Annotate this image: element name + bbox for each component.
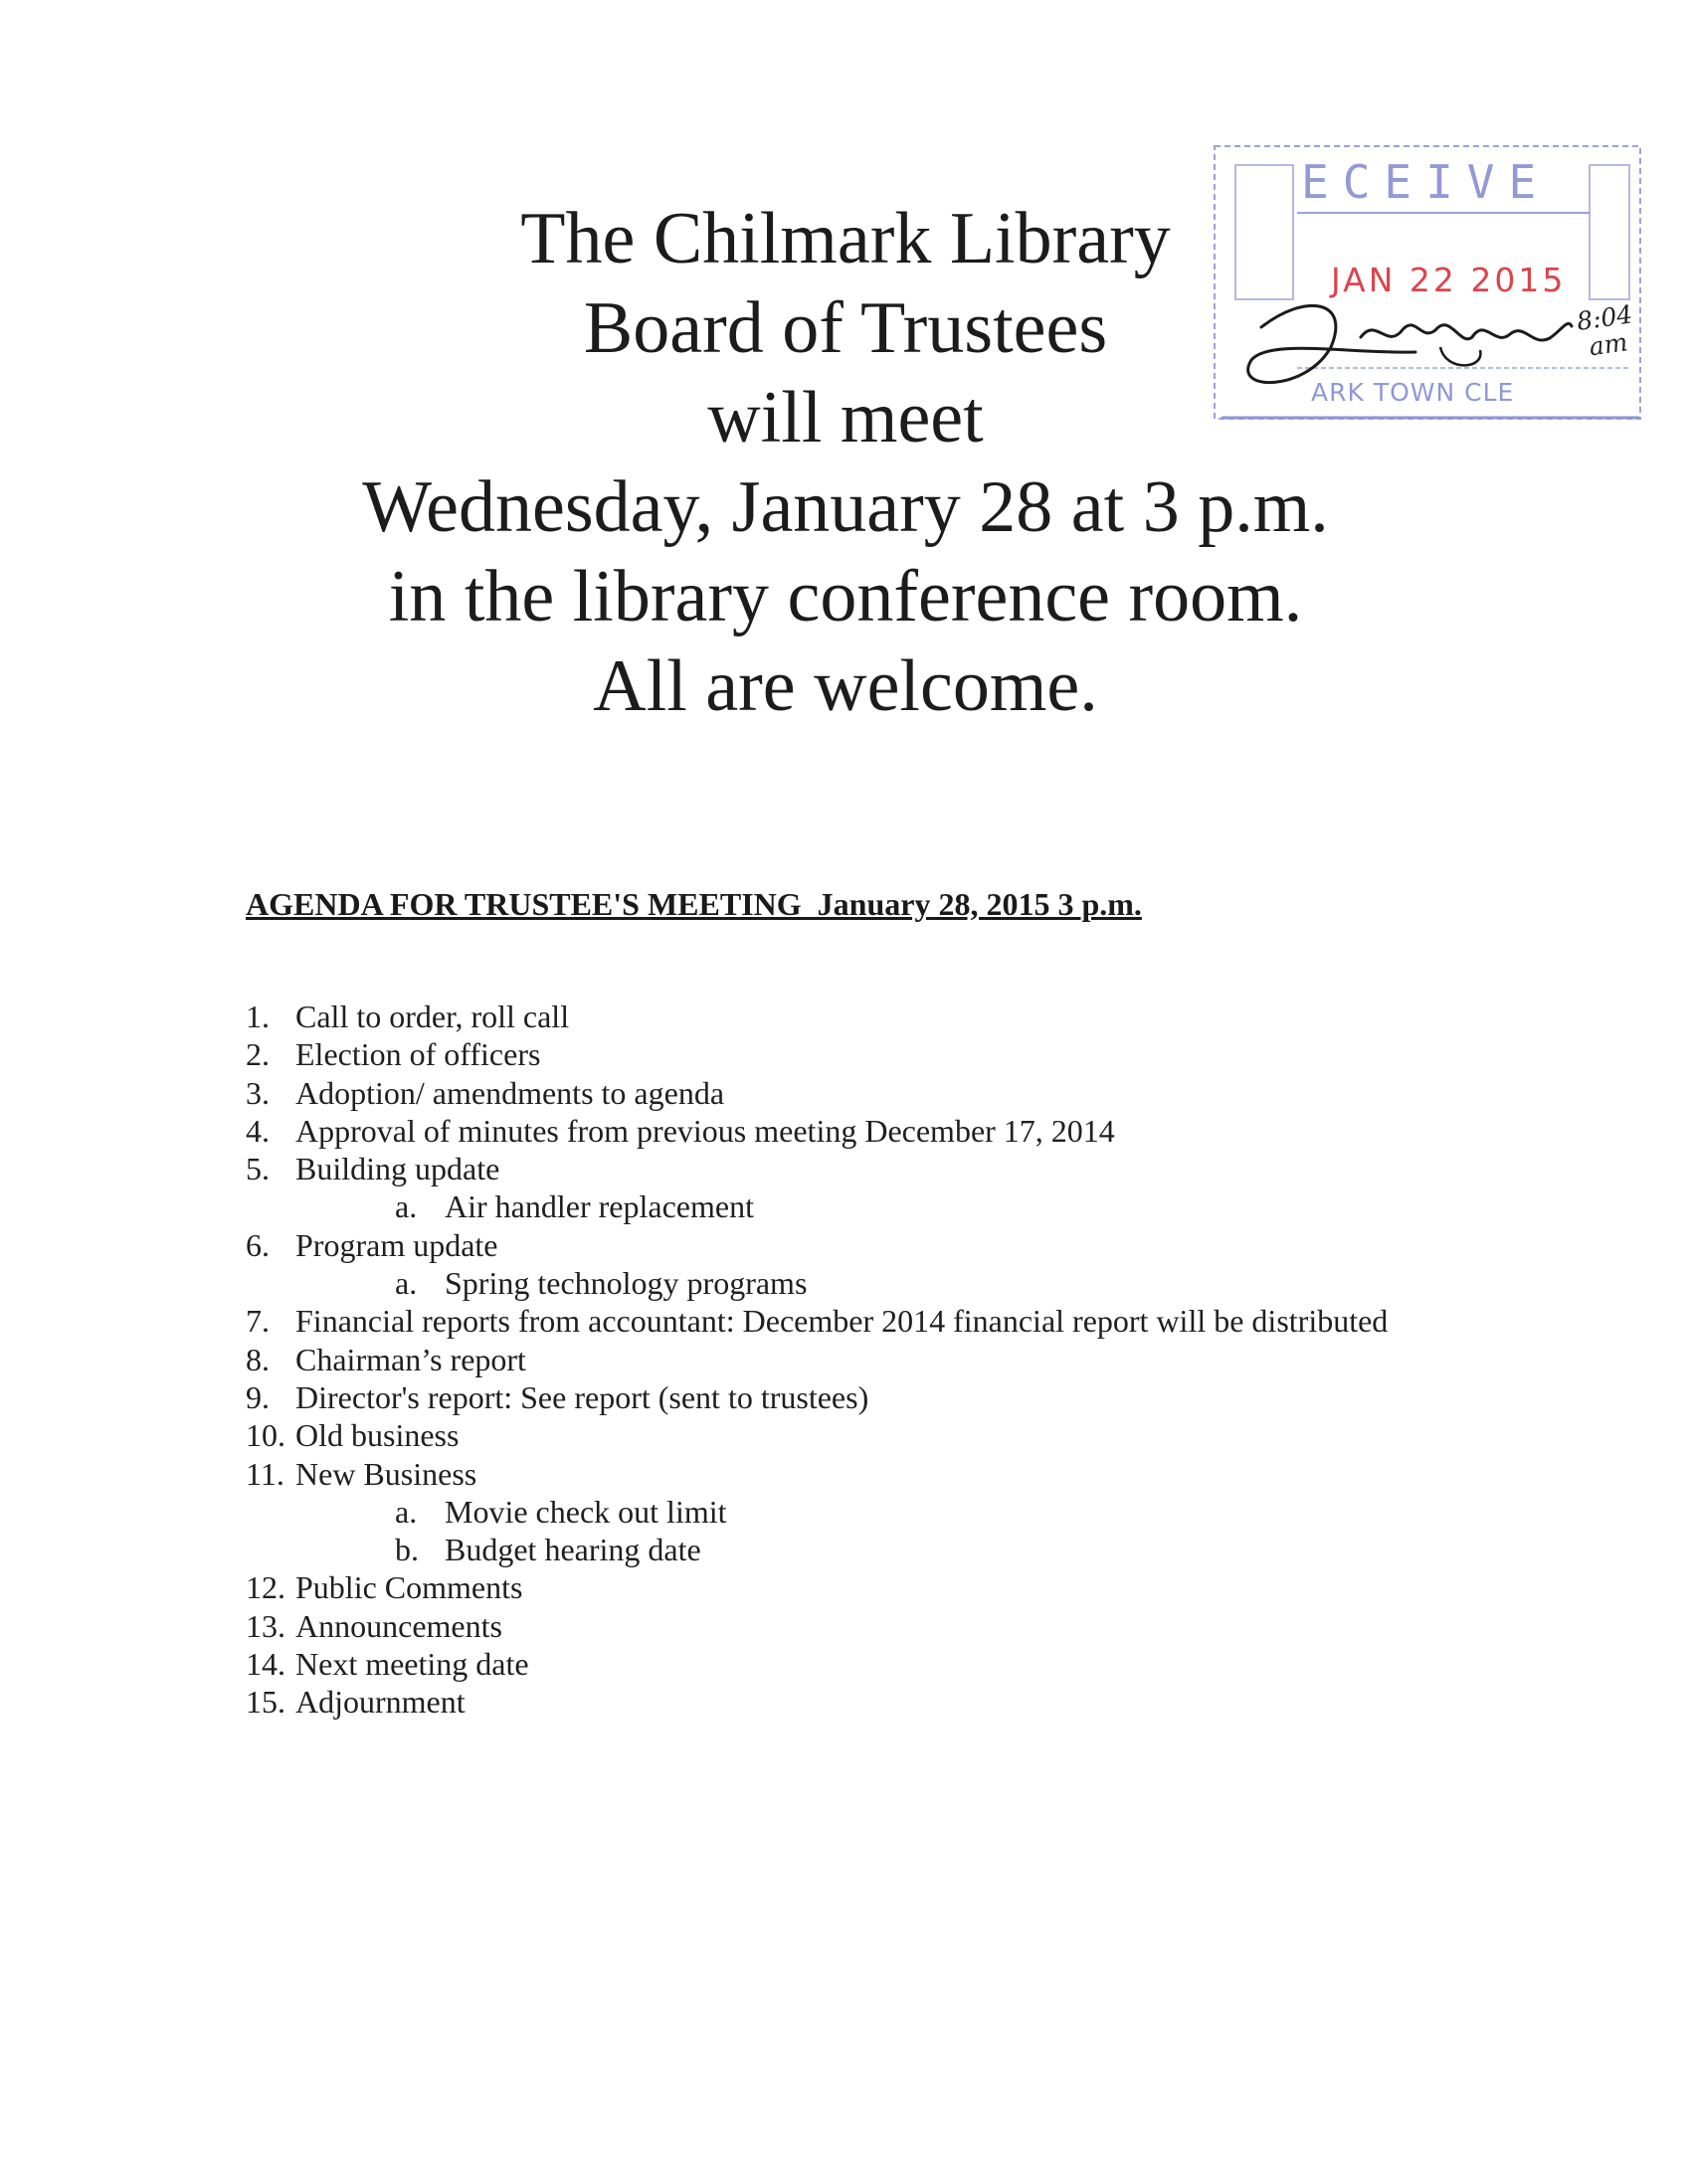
stamp-date: JAN 22 2015 [1331,261,1567,299]
headline-line: The Chilmark Library [520,198,1171,279]
agenda-subitem-text: Movie check out limit [445,1493,727,1530]
agenda-item [246,1341,1539,1378]
agenda-item [246,1035,1539,1073]
headline-line: Wednesday, January 28 at 3 p.m. [362,466,1329,548]
agenda-item [246,1150,1539,1187]
agenda-item-text: New Business [295,1455,477,1492]
agenda-item-text: Program update [295,1226,498,1263]
agenda-subitem-text: Budget hearing date [445,1532,701,1568]
headline-line: in the library conference room. [388,556,1303,637]
agenda-item-text: Election of officers [295,1036,541,1073]
agenda-subitem [246,1531,1539,1568]
agenda-subitem [246,1493,1539,1531]
agenda-item-text: Old business [295,1417,460,1454]
agenda-item [246,1683,1539,1721]
agenda-item-number: 10. [246,1417,285,1454]
agenda-item [246,1568,1539,1606]
agenda-item [246,1607,1539,1645]
agenda-item [246,1645,1539,1683]
agenda-item [246,1074,1539,1112]
agenda-item-text: Adjournment [295,1684,466,1721]
agenda-item-number: 6. [246,1226,270,1263]
agenda-item-text: Director's report: See report (sent to trustees) [295,1378,869,1415]
agenda-item-number: 2. [246,1036,270,1073]
agenda-item-number: 9. [246,1378,270,1415]
agenda-subitem-letter: b. [395,1532,419,1568]
agenda-item [246,998,1539,1035]
agenda-subitem-text: Spring technology programs [445,1265,808,1302]
stamp-office-text: ARK TOWN CLE [1311,378,1515,407]
agenda-item-text: Public Comments [295,1569,523,1606]
agenda-subitem-letter: a. [395,1493,418,1530]
agenda-subitem [246,1264,1539,1302]
handwritten-time [1564,299,1650,364]
agenda-item-text: Call to order, roll call [295,999,570,1034]
headline-line: Board of Trustees [583,287,1108,369]
agenda-item-text: Building update [295,1151,500,1187]
agenda-item-number: 7. [246,1303,270,1340]
agenda-item-number: 11. [246,1455,284,1492]
agenda-item-number: 14. [246,1646,285,1683]
agenda-subitem-letter: a. [395,1188,418,1225]
agenda-item [246,1226,1539,1264]
agenda-item-number: 15. [246,1684,285,1721]
agenda-item [246,1455,1539,1493]
agenda-item-text: Chairman’s report [295,1341,526,1377]
agenda-item-text: Financial reports from accountant: December 2014 financial report will be distributed [295,1303,1389,1340]
signature-graphic [1248,305,1572,382]
agenda-heading: AGENDA FOR TRUSTEE'S MEETING January 28, 2015 3 p.m. [246,886,1142,922]
agenda-item-number: 12. [246,1569,285,1606]
headline-line: All are welcome. [593,645,1098,727]
agenda-item-number: 1. [246,999,270,1034]
handwritten-time-period: am [1587,327,1630,362]
agenda-item-number: 5. [246,1151,270,1187]
received-stamp [1212,143,1645,424]
agenda-subitem [246,1187,1539,1225]
agenda-item-number: 3. [246,1074,270,1111]
agenda-subitem-letter: a. [395,1265,418,1302]
agenda-item-text: Approval of minutes from previous meeting December 17, 2014 [295,1112,1115,1149]
headline-line: will meet [707,377,984,458]
agenda-item [246,1302,1539,1340]
agenda-subitem-text: Air handler replacement [445,1188,754,1225]
agenda-item-text: Announcements [295,1607,502,1644]
agenda-item [246,1378,1539,1416]
agenda-item-number: 4. [246,1112,270,1149]
agenda-item-text: Next meeting date [295,1646,529,1683]
agenda-item-text: Adoption/ amendments to agenda [295,1074,725,1111]
handwritten-time-value: 8:04 [1575,299,1634,336]
agenda-list [246,998,1539,1722]
stamp-received-text: ECEIVE [1301,155,1551,209]
agenda-item-number: 8. [246,1341,270,1377]
agenda-item [246,1416,1539,1454]
agenda-item [246,1112,1539,1150]
agenda-item-number: 13. [246,1607,285,1644]
